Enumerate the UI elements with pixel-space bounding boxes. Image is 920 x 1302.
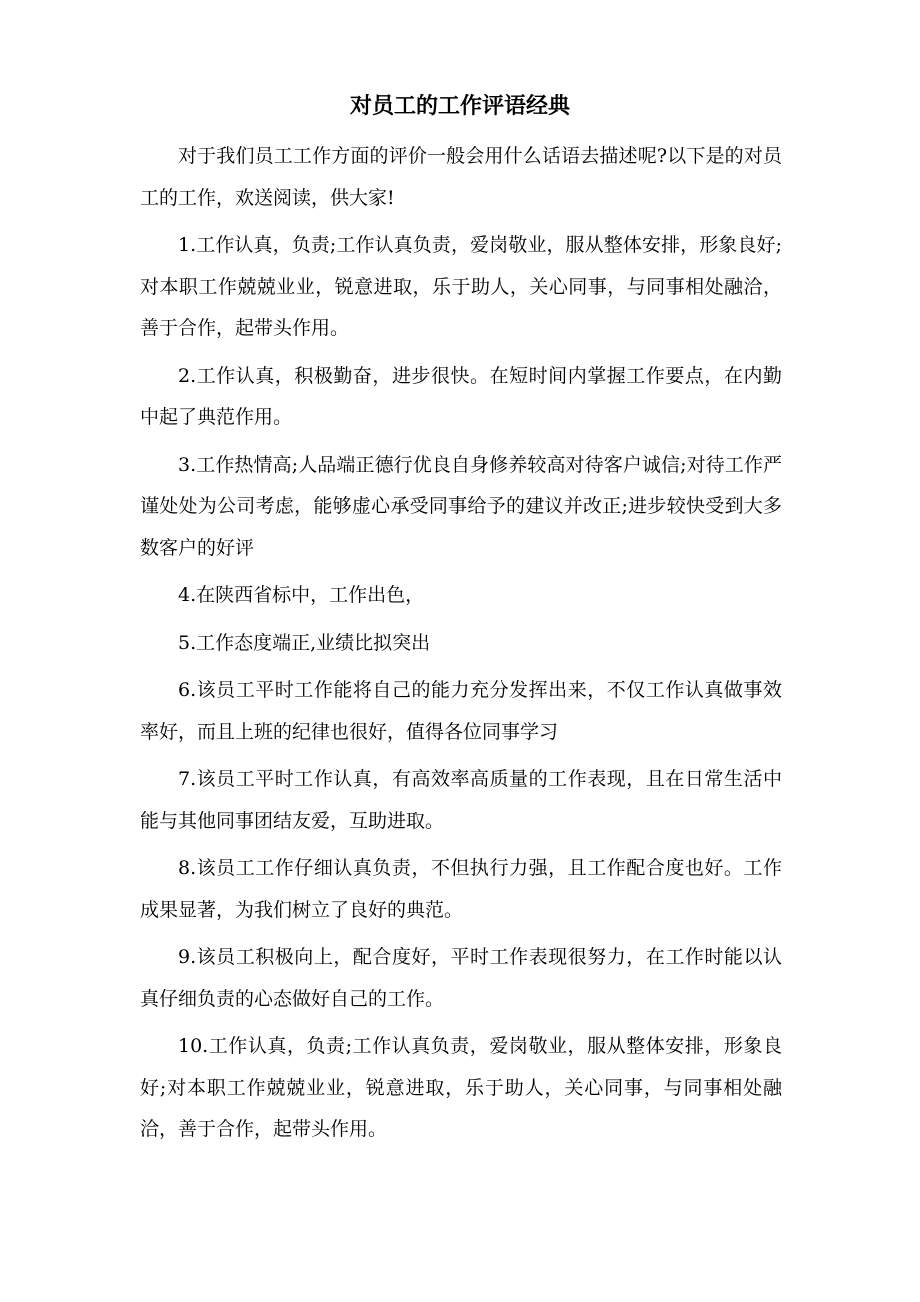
list-item: 10.工作认真，负责;工作认真负责，爱岗敬业，服从整体安排，形象良好;对本职工作兢兢业业，锐意进取，乐于助人，关心同事，与同事相处融洽，善于合作，起带头作用。 — [140, 1035, 782, 1140]
list-item: 2.工作认真，积极勤奋，进步很快。在短时间内掌握工作要点，在内勤中起了典范作用。 — [140, 364, 782, 428]
list-item: 5.工作态度端正,业绩比拟突出 — [178, 631, 431, 654]
list-item: 8.该员工工作仔细认真负责，不但执行力强，且工作配合度也好。工作成果显著，为我们树立了良好的典范。 — [140, 857, 782, 921]
document-title: 对员工的工作评语经典 — [349, 93, 570, 119]
list-item: 3.工作热情高;人品端正德行优良自身修养较高对待客户诚信;对待工作严谨处处为公司考虑，能够虚心承受同事给予的建议并改正;进步较快受到大多数客户的好评 — [140, 453, 782, 559]
list-item: 9.该员工积极向上，配合度好，平时工作表现很努力，在工作时能以认真仔细负责的心态做好自己的工作。 — [140, 946, 782, 1010]
list-item: 7.该员工平时工作认真，有高效率高质量的工作表现，且在日常生活中能与其他同事团结友爱，互助进取。 — [140, 768, 782, 832]
list-item: 1.工作认真，负责;工作认真负责，爱岗敬业，服从整体安排，形象良好;对本职工作兢兢业业，锐意进取，乐于助人，关心同事，与同事相处融洽，善于合作，起带头作用。 — [140, 234, 782, 339]
document-body — [140, 136, 782, 1157]
list-item: 4.在陕西省标中，工作出色， — [178, 584, 425, 606]
intro-paragraph: 对于我们员工工作方面的评价一般会用什么话语去描述呢?以下是的对员工的工作，欢送阅读，供大家! — [140, 145, 782, 209]
list-item: 6.该员工平时工作能将自己的能力充分发挥出来，不仅工作认真做事效率好，而且上班的纪律也很好，值得各位同事学习 — [140, 679, 782, 743]
